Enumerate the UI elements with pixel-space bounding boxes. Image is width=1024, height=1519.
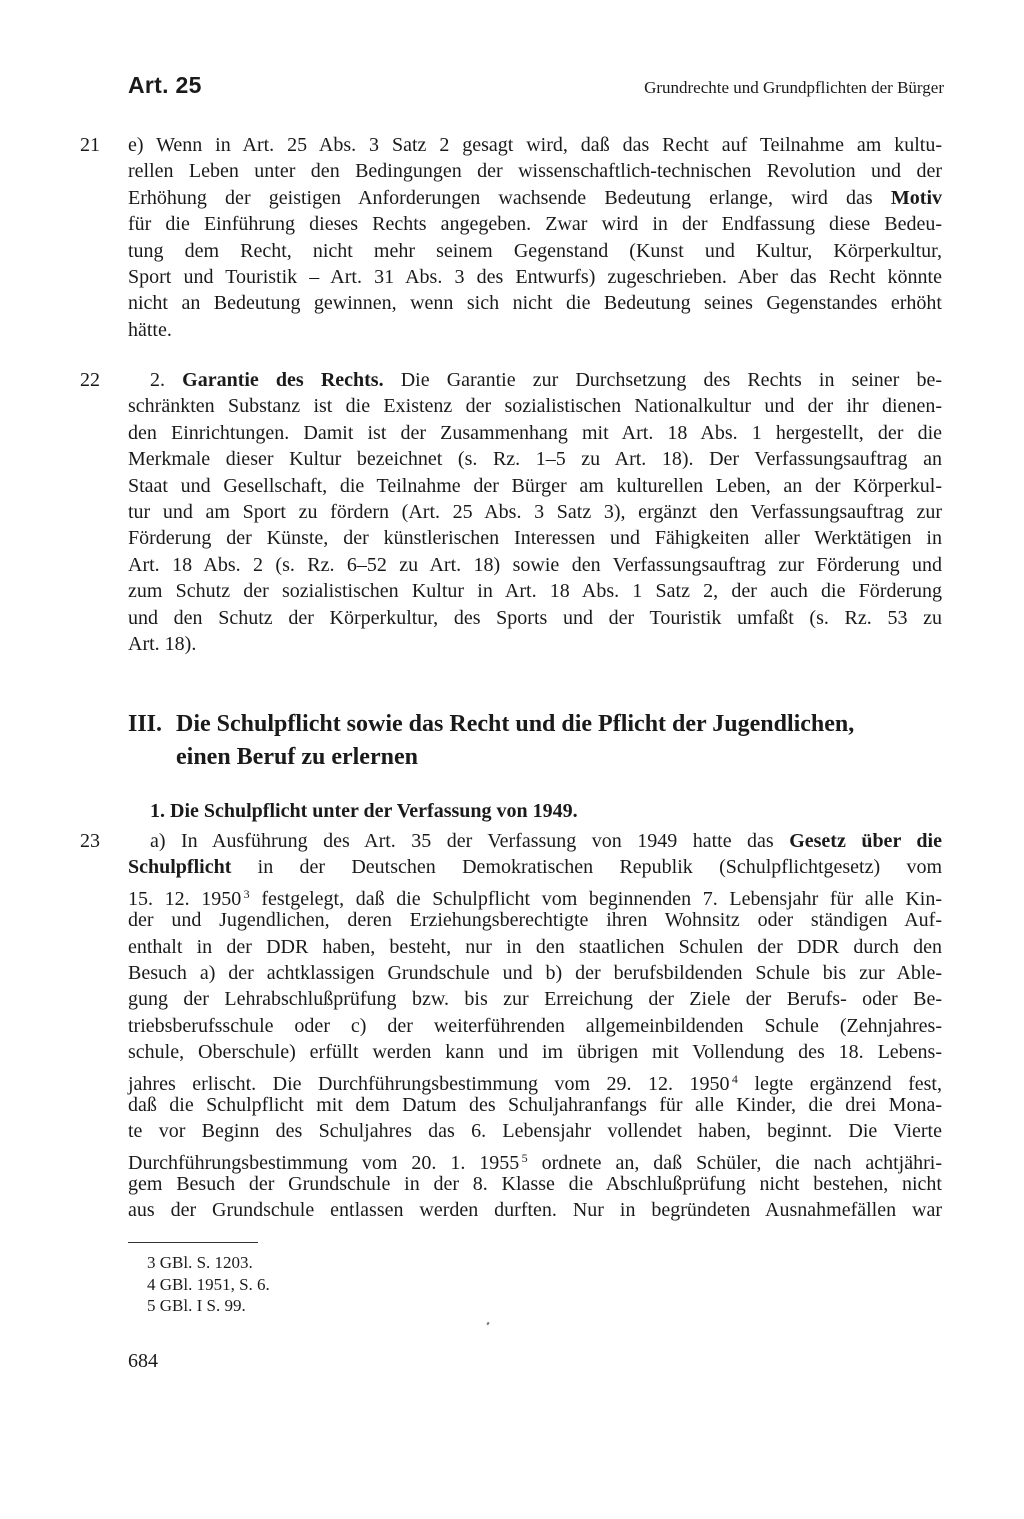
- paragraph-rz-23: [150, 828, 942, 854]
- footnotes: [147, 1252, 270, 1317]
- running-title: Grundrechte und Grundpflichten der Bürger: [644, 78, 944, 97]
- text-line: 15. 12. 1950 $^3$ festgelegt, daß die Schulpflicht vom beginnenden 7. Lebensjahr für alle Kin-: [128, 886, 942, 910]
- paragraph-rz-21: [128, 132, 942, 343]
- text-line: gung der Lehrabschlußprüfung bzw. bis zur Erreichung der Ziele der Berufs- oder Be-: [128, 988, 942, 1011]
- text-line: Durchführungsbestimmung vom 20. 1. 1955 $^5$ ordnete an, daß Schüler, die nach achtjähri-: [128, 1150, 942, 1174]
- text-line: jahres erlischt. Die Durchführungsbestimmung vom 29. 12. 1950 $^4$ legte ergänzend fest,: [128, 1071, 942, 1095]
- paragraph-rz-22: [150, 367, 942, 393]
- text-line: Erhöhung der geistigen Anforderungen wachsende Bedeutung erlange, wird das Motiv: [128, 186, 942, 209]
- text-line: rellen Leben unter den Bedingungen der wissenschaftlich-technischen Revolution und der: [128, 160, 942, 183]
- text-line: Art. 18).: [128, 632, 197, 655]
- text-line: nicht an Bedeutung gewinnen, wenn sich nicht die Bedeutung seines Gegenstandes erhöht: [128, 292, 942, 315]
- text-line: enthalt in der DDR haben, besteht, nur in den staatlichen Schulen der DDR durch den: [128, 935, 942, 958]
- text-line: tur und am Sport zu fördern (Art. 25 Abs. 3 Satz 3), ergänzt den Verfassungsauftrag zur: [128, 500, 942, 523]
- text-line: der und Jugendlichen, deren Erziehungsberechtigte ihren Wohnsitz oder ständigen Auf-: [128, 909, 942, 932]
- article-header: Art. 25: [128, 72, 202, 98]
- section-number: III.: [128, 711, 163, 737]
- text-line: a) In Ausführung des Art. 35 der Verfassung von 1949 hatte das Gesetz über die: [150, 830, 942, 852]
- text-line: den Einrichtungen. Damit ist der Zusammenhang mit Art. 18 Abs. 1 hergestellt, der die: [128, 421, 942, 444]
- text-line: Sport und Touristik – Art. 31 Abs. 3 des Entwurfs) zugeschrieben. Aber das Recht könnte: [128, 265, 942, 288]
- section-heading: [128, 708, 958, 774]
- scan-speck: [486, 1322, 489, 1326]
- text-line: Staat und Gesellschaft, die Teilnahme der Bürger am kulturellen Leben, an der Körperkul-: [128, 474, 942, 497]
- text-line: und den Schutz der Körperkultur, des Sports und der Touristik umfaßt (s. Rz. 53 zu: [128, 606, 942, 629]
- paragraph-rz-23-cont: [128, 854, 942, 1223]
- text-line: triebsberufsschule oder c) der weiterführenden allgemeinbildenden Schule (Zehnjahres-: [128, 1014, 942, 1037]
- page-number: 684: [128, 1350, 158, 1372]
- text-line: aus der Grundschule entlassen werden durften. Nur in begründeten Ausnahmefällen war: [128, 1199, 942, 1222]
- footnote-divider: [128, 1242, 258, 1243]
- text-line: Merkmale dieser Kultur bezeichnet (s. Rz. 1–5 zu Art. 18). Der Verfassungsauftrag an: [128, 448, 942, 471]
- paragraph-rz-22-cont: [128, 393, 942, 657]
- margin-number: 22: [80, 369, 100, 391]
- text-line: 2. Garantie des Rechts. Die Garantie zur Durchsetzung des Rechts in seiner be-: [150, 369, 943, 391]
- section-title-line-2: einen Beruf zu erlernen: [176, 744, 418, 770]
- text-line: Art. 18 Abs. 2 (s. Rz. 6–52 zu Art. 18) sowie den Verfassungsauftrag zur Förderung und: [128, 553, 942, 576]
- section-title-line-1: Die Schulpflicht sowie das Recht und die Pflicht der Jugendlichen,: [176, 711, 855, 737]
- subheading: [150, 800, 578, 823]
- text-line: gem Besuch der Grundschule in der 8. Klasse die Abschlußprüfung nicht bestehen, nicht: [128, 1173, 942, 1196]
- text-line: tung dem Recht, nicht mehr seinem Gegenstand (Kunst und Kultur, Körperkultur,: [128, 239, 942, 262]
- text-line: Besuch a) der achtklassigen Grundschule und b) der berufsbildenden Schule bis zur Able-: [128, 961, 942, 984]
- text-line: schule, Oberschule) erfüllt werden kann und im übrigen mit Vollendung des 18. Lebens-: [128, 1041, 942, 1064]
- text-line: daß die Schulpflicht mit dem Datum des Schuljahranfangs für alle Kinder, die drei Mona-: [128, 1093, 942, 1116]
- margin-number: 21: [80, 134, 100, 156]
- text-line: te vor Beginn des Schuljahres das 6. Lebensjahr vollendet haben, beginnt. Die Vierte: [128, 1120, 942, 1143]
- footnote: 4 GBl. 1951, S. 6.: [147, 1274, 270, 1294]
- text-line: zum Schutz der sozialistischen Kultur in Art. 18 Abs. 1 Satz 2, der auch die Förderung: [128, 580, 942, 603]
- margin-number: 23: [80, 830, 100, 852]
- text-line: e) Wenn in Art. 25 Abs. 3 Satz 2 gesagt wird, daß das Recht auf Teilnahme am kultu-: [128, 134, 942, 156]
- subheading-text: 1. Die Schulpflicht unter der Verfassung von 1949.: [150, 800, 578, 822]
- footnote: 5 GBl. I S. 99.: [147, 1296, 246, 1315]
- text-line: Schulpflicht in der Deutschen Demokratischen Republik (Schulpflichtgesetz) vom: [128, 856, 942, 879]
- footnote: 3 GBl. S. 1203.: [147, 1253, 253, 1272]
- text-line: schränkten Substanz ist die Existenz der sozialistischen Nationalkultur und der ihr dienen-: [128, 395, 942, 418]
- text-line: hätte.: [128, 318, 172, 341]
- text-line: Förderung der Künste, der künstlerischen Interessen und Fähigkeiten aller Werktätigen in: [128, 527, 942, 550]
- text-line: für die Einführung dieses Rechts angegeben. Zwar wird in der Endfassung diese Bedeu-: [128, 213, 942, 236]
